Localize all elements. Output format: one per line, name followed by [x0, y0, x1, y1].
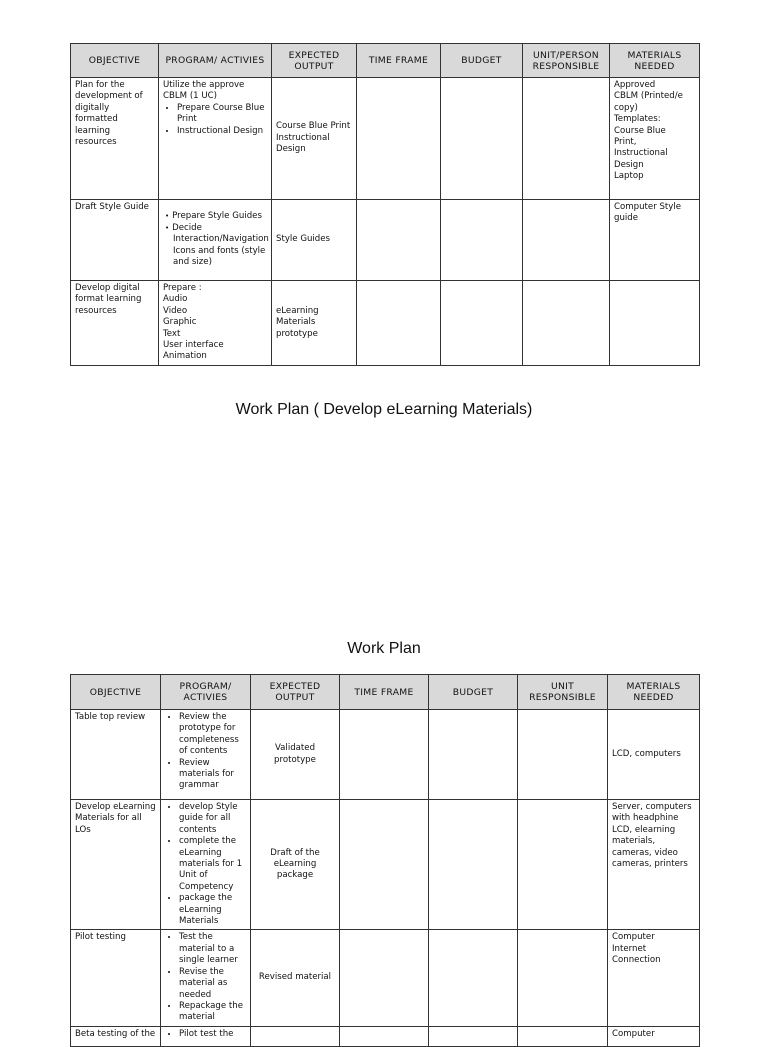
work-plan-title: Work Plan: [347, 640, 421, 657]
header-expected-output: EXPECTED OUTPUT: [272, 44, 357, 78]
unit-cell: [523, 78, 610, 200]
materials-line: Print,: [614, 137, 637, 148]
time-frame-cell: [340, 800, 429, 930]
materials-line: Computer Style: [614, 202, 682, 212]
time-frame-cell: [357, 281, 441, 366]
program-cell: [161, 710, 251, 800]
header-expected-output: EXPECTED OUTPUT: [251, 675, 340, 710]
program-item: • Repackage the material: [179, 1001, 246, 1024]
materials-line: Instructional: [614, 148, 668, 159]
time-frame-cell: [357, 200, 441, 281]
header-objective: OBJECTIVE: [71, 675, 161, 710]
program-item: • Review materials for grammar: [179, 758, 246, 792]
output-cell: [251, 1026, 340, 1046]
program-cell: [161, 800, 251, 930]
time-frame-cell: [340, 710, 429, 800]
objective-cell: Develop digital format learning resources: [71, 281, 159, 366]
program-item: • Test the material to a single learner: [179, 932, 246, 966]
output-line: Instructional: [276, 132, 330, 143]
materials-cell: Server, computers with headphine LCD, elearning materials, cameras, video cameras, printers: [608, 800, 700, 930]
header-budget: BUDGET: [429, 675, 518, 710]
program-cell: [159, 78, 272, 200]
program-cell: [159, 281, 272, 366]
materials-cell: [608, 930, 700, 1026]
output-cell: Draft of the eLearning package: [251, 800, 340, 930]
program-item: • Pilot test the: [179, 1029, 246, 1040]
materials-line: Approved: [614, 80, 656, 90]
program-item: • Instructional Design: [177, 126, 267, 137]
program-cell: [161, 1026, 251, 1046]
budget-cell: [429, 710, 518, 800]
time-frame-cell: [340, 930, 429, 1026]
table-row: [71, 78, 700, 200]
objective-cell: Draft Style Guide: [71, 200, 159, 281]
table-row: [71, 930, 700, 1026]
program-cell: [161, 930, 251, 1026]
objective-cell: Table top review: [71, 710, 161, 800]
unit-cell: [518, 800, 608, 930]
output-line: prototype: [276, 328, 318, 339]
header-materials: MATERIALS NEEDED: [610, 44, 700, 78]
work-plan-table-1: [70, 43, 700, 366]
program-line: Audio: [163, 294, 188, 305]
time-frame-cell: [340, 1026, 429, 1046]
program-intro: Utilize the approve CBLM (1 UC): [163, 80, 245, 102]
header-program: PROGRAM/ ACTIVIES: [159, 44, 272, 78]
objective-cell: Beta testing of the: [71, 1026, 161, 1046]
header-unit: UNIT RESPONSIBLE: [518, 675, 608, 710]
table-row: [71, 281, 700, 366]
header-objective: OBJECTIVE: [71, 44, 159, 78]
objective-cell: Develop eLearning Materials for all LOs: [71, 800, 161, 930]
program-item: • Prepare Course Blue Print: [177, 103, 267, 126]
materials-line: CBLM (Printed/e: [614, 91, 683, 102]
materials-cell: [610, 281, 700, 366]
header-unit: UNIT/PERSON RESPONSIBLE: [523, 44, 610, 78]
materials-line: Internet: [612, 943, 647, 954]
program-item: • Revise the material as needed: [179, 967, 246, 1001]
materials-line: guide: [614, 213, 639, 224]
program-item: • package the eLearning Materials: [179, 893, 246, 927]
header-program: PROGRAM/ ACTIVIES: [161, 675, 251, 710]
time-frame-cell: [357, 78, 441, 200]
materials-cell: [610, 200, 700, 281]
output-cell: Revised material: [251, 930, 340, 1026]
program-cell: [159, 200, 272, 281]
materials-line: Course Blue: [614, 125, 666, 136]
unit-cell: [523, 200, 610, 281]
program-line: Video: [163, 305, 188, 316]
objective-cell: Pilot testing: [71, 930, 161, 1026]
materials-line: Connection: [612, 955, 661, 966]
materials-cell: LCD, computers: [608, 710, 700, 800]
program-item: • Prepare Style Guides: [173, 211, 267, 222]
budget-cell: [429, 800, 518, 930]
unit-cell: [518, 710, 608, 800]
header-budget: BUDGET: [441, 44, 523, 78]
program-item: • Review the prototype for completeness of contents: [179, 712, 246, 758]
table-row: [71, 800, 700, 930]
program-item: • Decide Interaction/Navigation Icons and fonts (style and size): [173, 223, 267, 269]
materials-line: Design: [614, 159, 644, 170]
table-row: [71, 1026, 700, 1046]
header-materials: MATERIALS NEEDED: [608, 675, 700, 710]
budget-cell: [429, 930, 518, 1026]
materials-line: Laptop: [614, 171, 644, 182]
objective-cell: Plan for the development of digitally formatted learning resources: [71, 78, 159, 200]
output-line: Design: [276, 144, 306, 155]
table-header-row: [71, 44, 700, 78]
budget-cell: [441, 78, 523, 200]
program-line: Prepare :: [163, 283, 202, 293]
table-header-row: [71, 675, 700, 710]
budget-cell: [429, 1026, 518, 1046]
budget-cell: [441, 200, 523, 281]
output-line: eLearning: [276, 305, 319, 316]
header-time-frame: TIME FRAME: [340, 675, 429, 710]
unit-cell: [518, 1026, 608, 1046]
table-row: [71, 710, 700, 800]
header-time-frame: TIME FRAME: [357, 44, 441, 78]
output-cell: Validated prototype: [251, 710, 340, 800]
materials-line: copy): [614, 102, 638, 113]
work-plan-caption: Work Plan ( Develop eLearning Materials): [235, 401, 533, 418]
program-line: Animation: [163, 351, 207, 362]
table-row: [71, 200, 700, 281]
materials-cell: Computer: [608, 1026, 700, 1046]
materials-line: Templates:: [614, 114, 661, 125]
program-item: • complete the eLearning materials for 1 Unit of Competency: [179, 836, 246, 893]
program-line: Graphic: [163, 317, 197, 328]
output-cell: [272, 78, 357, 200]
output-line: Course Blue Print: [276, 121, 351, 132]
output-line: Materials: [276, 317, 316, 328]
program-line: User interface: [163, 340, 224, 351]
materials-cell: [610, 78, 700, 200]
program-line: Text: [163, 328, 181, 339]
materials-line: Computer: [612, 932, 655, 943]
output-cell: [272, 281, 357, 366]
output-cell: Style Guides: [272, 200, 357, 281]
unit-cell: [518, 930, 608, 1026]
program-item: • develop Style guide for all contents: [179, 802, 246, 836]
unit-cell: [523, 281, 610, 366]
work-plan-table-2: [70, 674, 700, 1047]
budget-cell: [441, 281, 523, 366]
